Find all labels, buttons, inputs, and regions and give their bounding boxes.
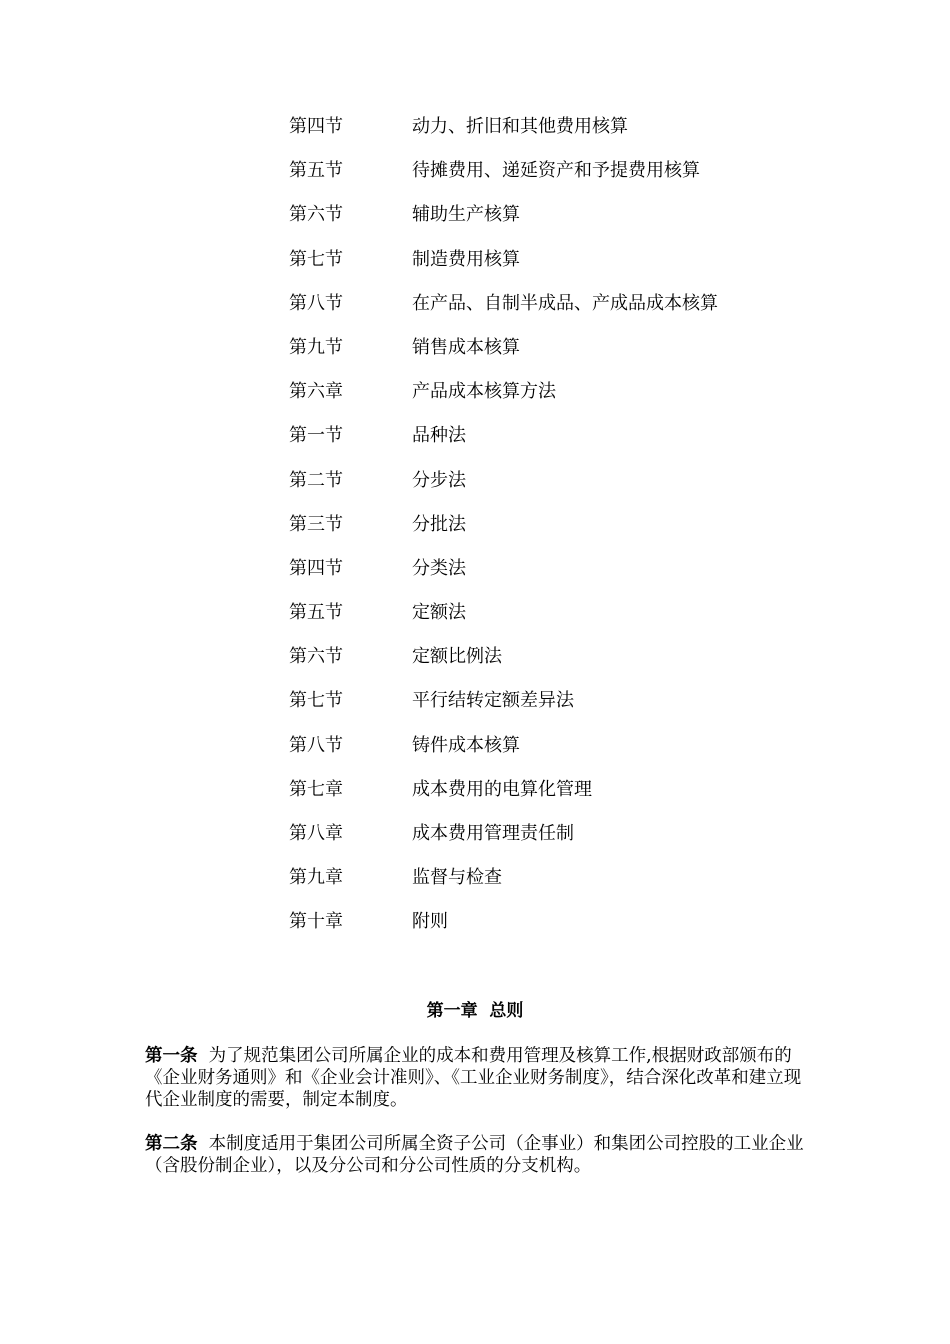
toc-title: 定额比例法: [412, 646, 502, 668]
toc-title: 成本费用的电算化管理: [412, 778, 592, 800]
toc-title: 产品成本核算方法: [412, 381, 556, 403]
article-label: 第一条: [145, 1046, 198, 1066]
article-text: 为了规范集团公司所属企业的成本和费用管理及核算工作,根据财政部颁布的《企业财务通则》和《企业会计准则》、《工业企业财务制度》，结合深化改革和建立现代企业制度的需要，制定本制度。: [145, 1046, 802, 1110]
chapter-heading: 第一章 总则: [426, 1001, 524, 1021]
toc-number: 第五节: [289, 160, 343, 182]
toc-number: 第十章: [289, 911, 343, 933]
toc-number: 第六节: [289, 646, 343, 668]
toc-entry: [289, 111, 849, 155]
toc-entry: [289, 420, 849, 464]
toc-number: 第八章: [289, 823, 343, 844]
toc-entry: [289, 155, 849, 199]
toc-entry: [289, 862, 849, 906]
toc-entry: [289, 199, 849, 243]
toc-title: 待摊费用、递延资产和予提费用核算: [412, 160, 700, 182]
article-paragraph: [145, 1045, 810, 1111]
article-label: 第二条: [145, 1134, 198, 1154]
toc-title: 成本费用管理责任制: [412, 823, 574, 844]
toc-title: 在产品、自制半成品、产成品成本核算: [412, 292, 718, 314]
toc-number: 第六章: [289, 381, 343, 403]
article-text: 本制度适用于集团公司所属全资子公司（企事业）和集团公司控股的工业企业（含股份制企业），以及分公司和分公司性质的分支机构。: [145, 1134, 804, 1176]
toc-number: 第七节: [289, 248, 343, 270]
toc-number: 第八节: [289, 734, 343, 756]
toc-title: 辅助生产核算: [412, 204, 520, 226]
toc-entry: [289, 730, 849, 774]
toc-number: 第三节: [289, 513, 343, 535]
toc-entry: [289, 553, 849, 597]
toc-number: 第四节: [289, 116, 343, 137]
toc-entry: [289, 244, 849, 288]
toc-number: 第六节: [289, 204, 343, 226]
toc-title: 制造费用核算: [412, 248, 520, 270]
toc-number: 第四节: [289, 557, 343, 579]
toc-title: 品种法: [412, 425, 466, 447]
toc-title: 平行结转定额差异法: [412, 690, 574, 712]
toc-number: 第二节: [289, 469, 343, 491]
toc-title: 动力、折旧和其他费用核算: [412, 116, 628, 137]
toc-entry: [289, 288, 849, 332]
toc-number: 第五节: [289, 602, 343, 624]
toc-entry: [289, 906, 849, 950]
toc-entry: [289, 376, 849, 420]
toc-entry: [289, 774, 849, 818]
toc-title: 分步法: [412, 469, 466, 491]
toc-title: 定额法: [412, 602, 466, 624]
toc-entry: [289, 641, 849, 685]
toc-number: 第一节: [289, 425, 343, 447]
toc-number: 第九节: [289, 336, 343, 358]
toc-title: 附则: [412, 911, 448, 933]
toc-entry: [289, 597, 849, 641]
toc-title: 铸件成本核算: [412, 734, 520, 756]
toc-entry: [289, 332, 849, 376]
toc-title: 分批法: [412, 513, 466, 535]
toc-number: 第八节: [289, 292, 343, 314]
toc-entry: [289, 685, 849, 729]
toc-entry: [289, 465, 849, 509]
table-of-contents: [289, 111, 849, 951]
toc-entry: [289, 818, 849, 862]
toc-title: 监督与检查: [412, 867, 502, 889]
toc-title: 销售成本核算: [412, 336, 520, 358]
toc-title: 分类法: [412, 557, 466, 579]
article-paragraph: [145, 1133, 810, 1177]
toc-number: 第七节: [289, 690, 343, 712]
toc-number: 第七章: [289, 778, 343, 800]
toc-number: 第九章: [289, 867, 343, 889]
toc-entry: [289, 509, 849, 553]
